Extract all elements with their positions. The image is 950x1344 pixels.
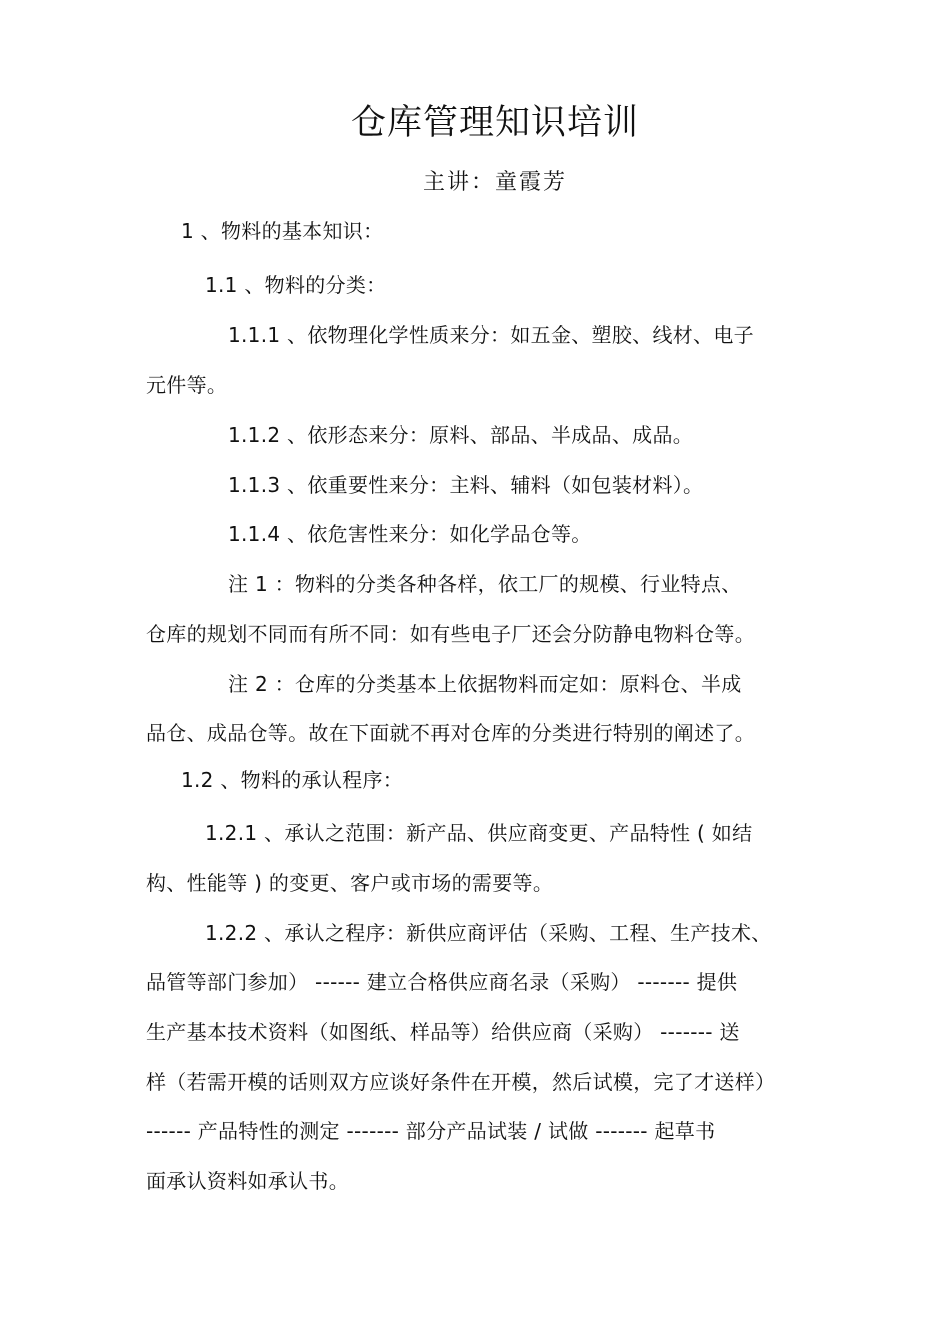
paragraph-line: 元件等。 <box>146 373 228 397</box>
paragraph-line: 1.1.2 、依形态来分：原料、部品、半成品、成品。 <box>228 423 694 447</box>
paragraph-line: 1.1.1 、依物理化学性质来分：如五金、塑胶、线材、电子 <box>228 323 754 347</box>
paragraph-line: 生产基本技术资料（如图纸、样品等）给供应商（采购） ------- 送 <box>146 1020 740 1044</box>
speaker-line: 主讲：童霞芳 <box>422 170 567 195</box>
section-1-1-heading: 1.1 、物料的分类： <box>205 273 387 297</box>
section-1-2-heading: 1.2 、物料的承认程序： <box>181 768 404 792</box>
paragraph-line: 面承认资料如承认书。 <box>146 1169 349 1193</box>
paragraph-line: 品管等部门参加） ------ 建立合格供应商名录（采购） ------- 提供 <box>146 970 738 994</box>
paragraph-line: 样（若需开模的话则双方应谈好条件在开模，然后试模，完了才送样） <box>146 1070 776 1094</box>
document-title: 仓库管理知识培训 <box>350 103 639 143</box>
paragraph-line: 1.1.3 、依重要性来分：主料、辅料（如包装材料）。 <box>228 473 704 497</box>
paragraph-line: 1.1.4 、依危害性来分：如化学品仓等。 <box>228 522 592 546</box>
note-line: 注 2 ：仓库的分类基本上依据物料而定如：原料仓、半成 <box>228 672 742 696</box>
paragraph-line: 构、性能等 ) 的变更、客户或市场的需要等。 <box>146 871 554 895</box>
paragraph-line: 1.2.1 、承认之范围：新产品、供应商变更、产品特性 ( 如结 <box>205 821 753 845</box>
paragraph-line: ------ 产品特性的测定 ------- 部分产品试装 / 试做 ------- 起草书 <box>146 1119 716 1143</box>
note-line: 注 1 ：物料的分类各种各样，依工厂的规模、行业特点、 <box>228 572 742 596</box>
note-line: 品仓、成品仓等。故在下面就不再对仓库的分类进行特别的阐述了。 <box>146 721 755 745</box>
note-line: 仓库的规划不同而有所不同：如有些电子厂还会分防静电物料仓等。 <box>146 622 755 646</box>
paragraph-line: 1.2.2 、承认之程序：新供应商评估（采购、工程、生产技术、 <box>205 921 772 945</box>
section-1-heading: 1 、物料的基本知识： <box>181 219 384 243</box>
